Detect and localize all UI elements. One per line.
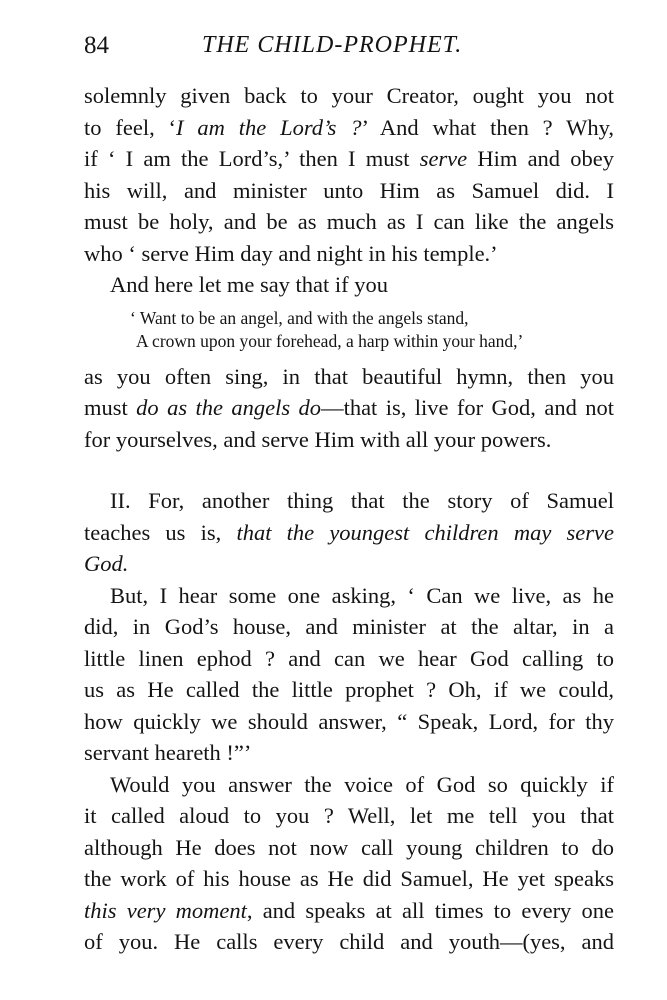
text-run: ’ And what then ? Why, [361, 114, 615, 140]
italic-run: I am the Lord’s ? [176, 114, 362, 140]
text-run: Him and obey [467, 146, 614, 171]
verse-line: A crown upon your forehead, a harp within your hand,’ [136, 330, 524, 351]
italic-run: do as the angels do [136, 395, 322, 420]
paragraph-6 [84, 769, 614, 958]
paragraph-2 [84, 269, 614, 301]
text-line: God. [84, 551, 129, 576]
text-line: for yourselves, and serve Him with all your powers. [84, 426, 552, 452]
text-line: Would you answer the voice of God so quickly if [110, 771, 614, 797]
text-line [84, 517, 614, 549]
text-line [84, 143, 614, 175]
text-run: teaches us is, [84, 519, 237, 545]
text-line: But, I hear some one asking, ‘ Can we live, as he [110, 582, 614, 608]
text-line: of you. He calls every child and youth—(yes, and [84, 929, 614, 954]
verse-line: ‘ Want to be an angel, and with the angels stand, [130, 307, 469, 328]
text-line: as you often sing, in that beautiful hymn, then you [84, 363, 614, 389]
italic-run: that the youngest children may serve [236, 519, 614, 545]
running-title: THE CHILD-PROPHET. [202, 32, 463, 58]
text-line: must be holy, and be as much as I can like the angels [84, 209, 614, 234]
text-line: II. For, another thing that the story of Samuel [110, 488, 614, 513]
text-line: how quickly we should answer, “ Speak, Lord, for thy [84, 708, 614, 734]
text-line: us as He called the little prophet ? Oh, if we could, [84, 677, 614, 702]
text-run: if ‘ I am the Lord’s,’ then I must [84, 146, 420, 171]
text-run: must [84, 395, 137, 420]
text-line [84, 392, 614, 424]
body-text [84, 80, 614, 958]
text-line: little linen ephod ? and can we hear God calling to [84, 645, 614, 671]
text-line: although He does not now call young children to do [84, 834, 614, 860]
text-line: did, in God’s house, and minister at the altar, in a [84, 614, 614, 639]
page-number: 84 [84, 32, 109, 59]
text-line: it called aloud to you ? Well, let me tell you that [84, 803, 614, 828]
section-gap [84, 455, 614, 485]
text-run: to feel, ‘ [84, 114, 177, 140]
paragraph-1 [84, 80, 614, 269]
hymn-quotation [130, 307, 614, 353]
text-line: solemnly given back to your Creator, ought you not [84, 83, 614, 108]
paragraph-4 [84, 485, 614, 580]
text-line [84, 112, 614, 144]
text-line: And here let me say that if you [110, 272, 389, 297]
italic-run: serve [419, 146, 468, 171]
italic-run: this very moment [84, 897, 247, 923]
text-run: , and speaks at all times to every one [246, 897, 614, 923]
text-line: the work of his house as He did Samuel, He yet speaks [84, 866, 614, 891]
paragraph-3 [84, 361, 614, 456]
text-line: servant heareth !”’ [84, 740, 252, 765]
page-header [84, 30, 614, 66]
text-line [84, 895, 614, 927]
text-line: his will, and minister unto Him as Samuel did. I [84, 177, 614, 203]
paragraph-5 [84, 580, 614, 769]
text-line: who ‘ serve Him day and night in his temple.’ [84, 240, 498, 266]
text-run: —that is, live for God, and not [321, 395, 614, 420]
